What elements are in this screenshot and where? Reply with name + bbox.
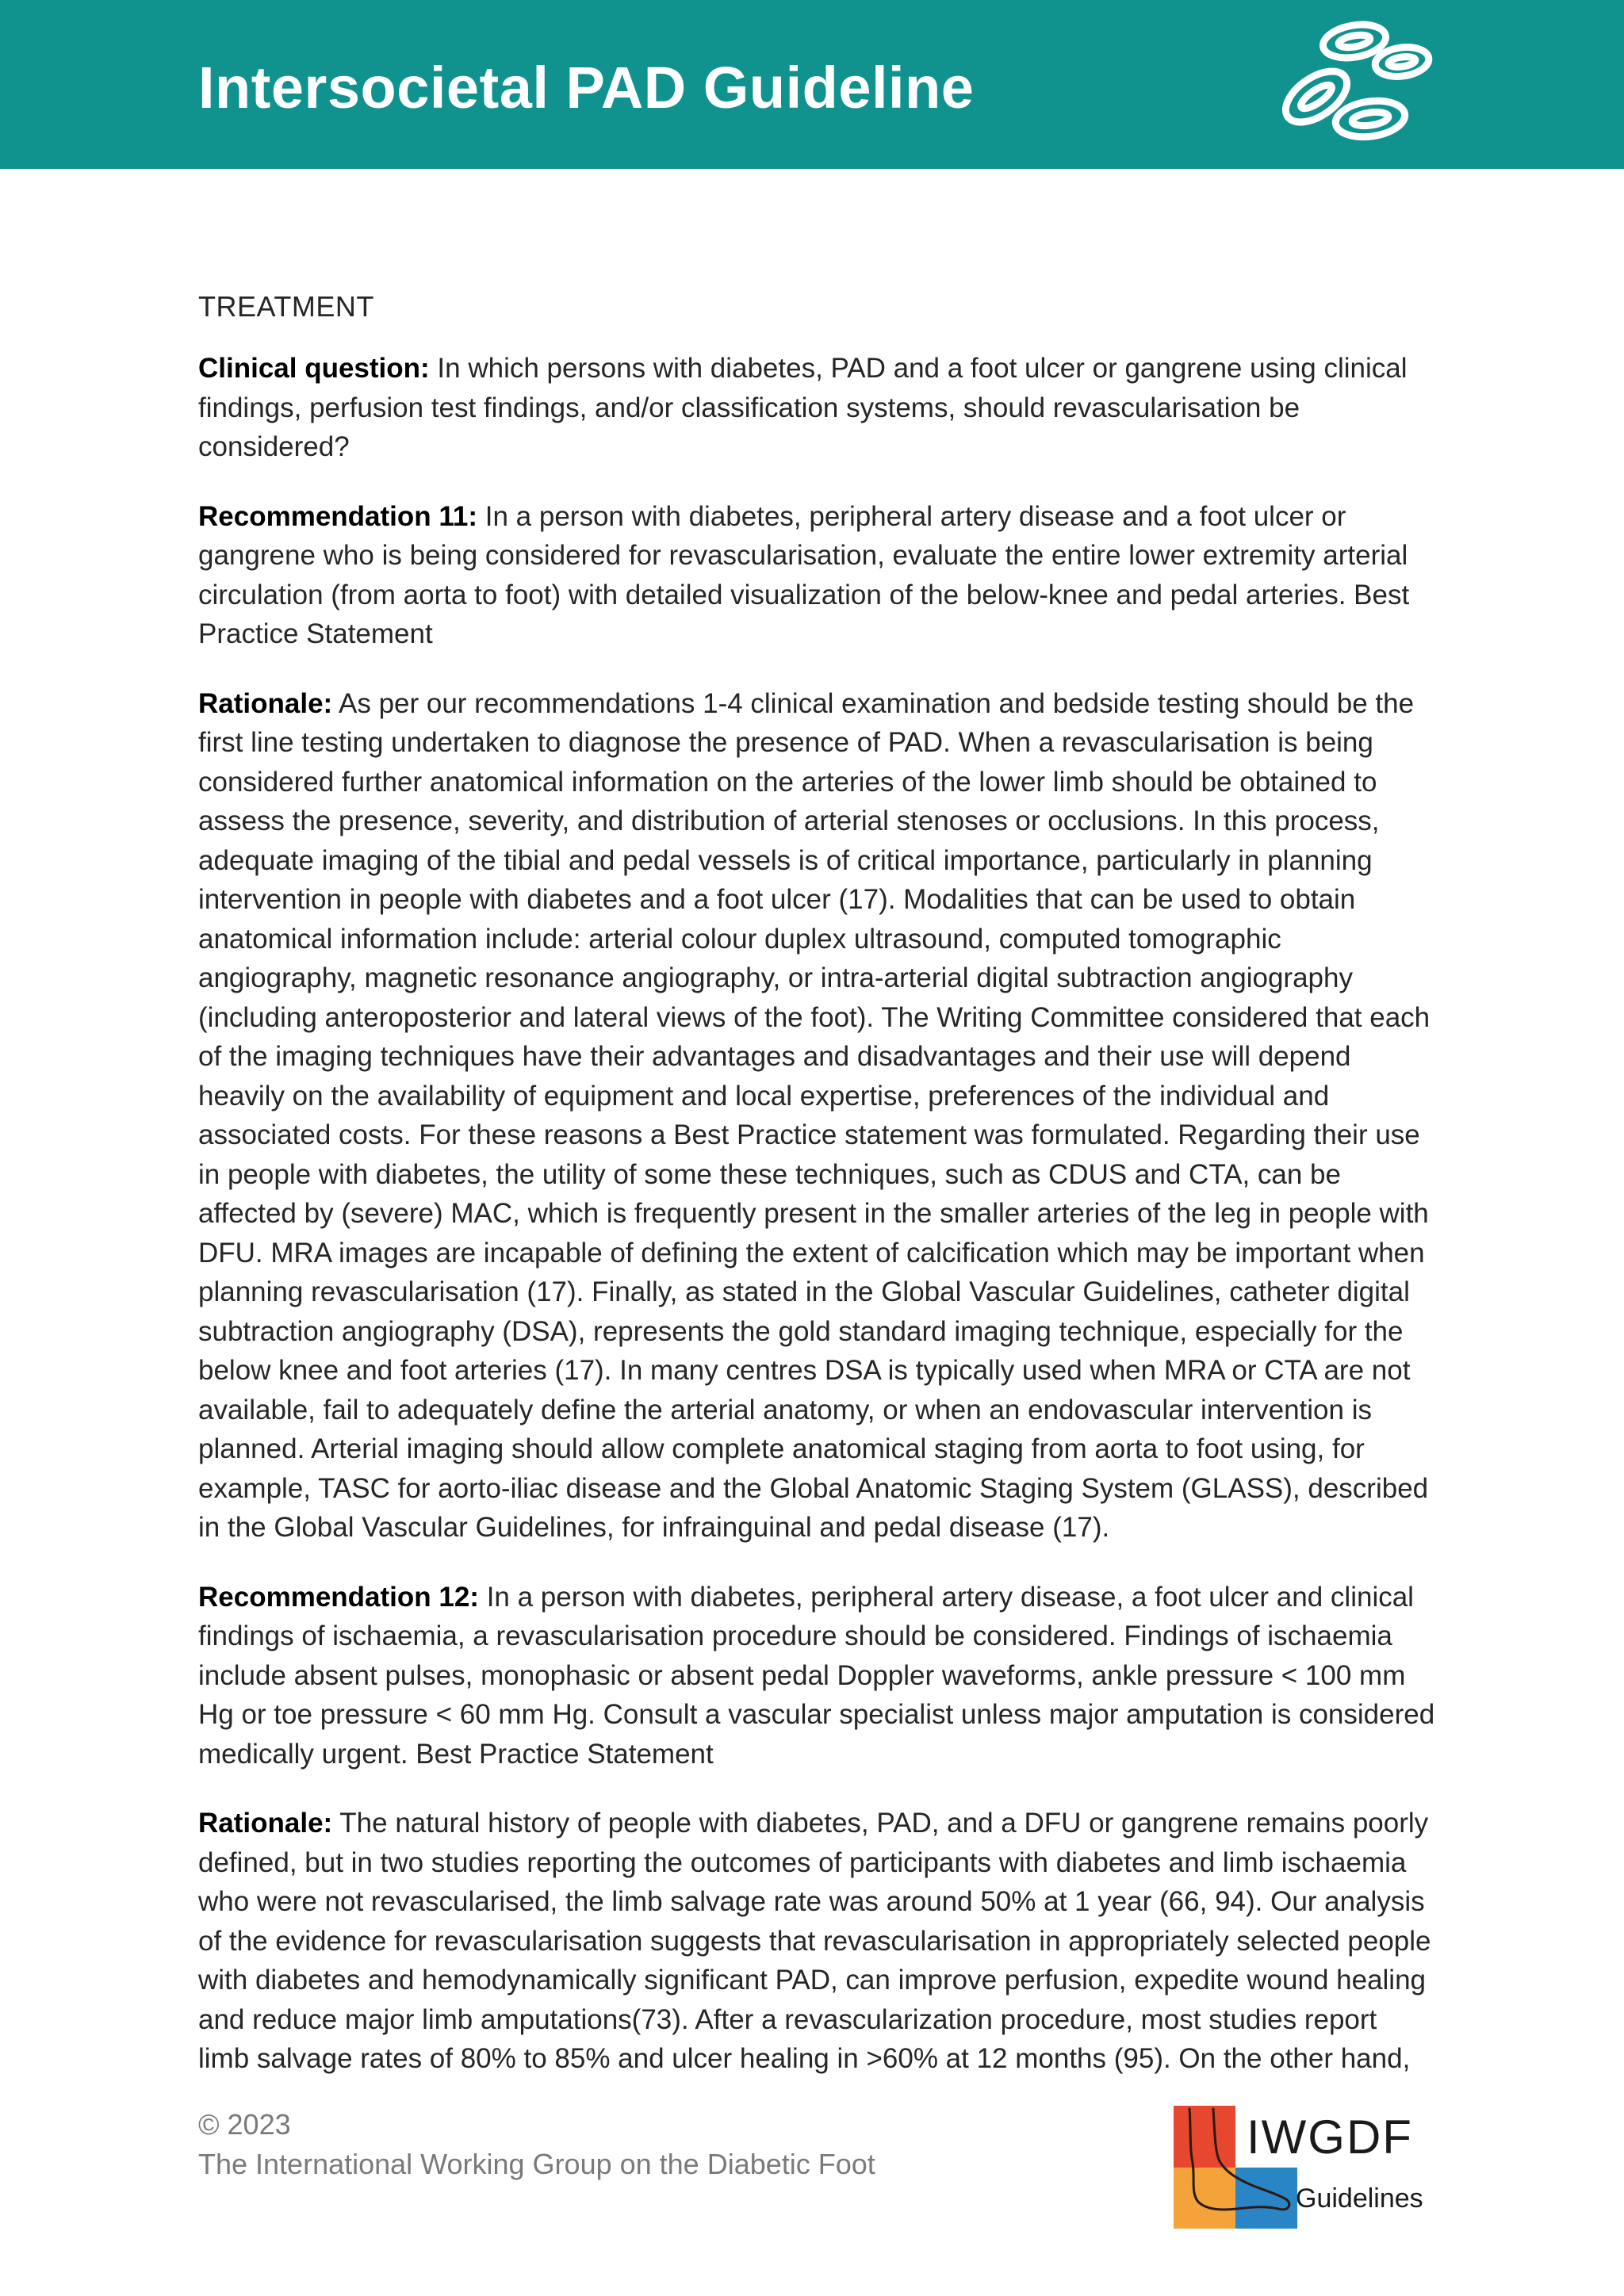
document-body — [198, 287, 1435, 2109]
paragraph-lead: Clinical question: — [198, 353, 430, 384]
paragraph-text: In a person with diabetes, peripheral artery disease and a foot ulcer or gangrene who is being considered for revascularisation, evaluate the entire lower extremity arterial circulation (from aorta to foot) with detailed visualization of the below-knee and pedal arteries. Best Practice Statement — [198, 500, 1410, 649]
clinical-question-paragraph — [198, 349, 1435, 467]
recommendation-11-paragraph — [198, 497, 1435, 654]
rationale-11-paragraph — [198, 684, 1435, 1548]
iwgdf-logo-subtitle: Guidelines — [1296, 2183, 1423, 2214]
recommendation-12-paragraph — [198, 1578, 1435, 1774]
paragraph-lead: Recommendation 11: — [198, 500, 478, 532]
paragraph-text: The natural history of people with diabetes, PAD, and a DFU or gangrene remains poorly defined, but in two studies reporting the outcomes of participants with diabetes and limb ischaemia who were not revascularised, the limb salvage rate was around 50% at 1 year (66, 94). Our analysis of the evidence for revascularisation suggests that revascularisation in appropriately selected people with diabetes and hemodynamically significant PAD, can improve perfusion, expedite wound healing and reduce major limb amputations(73). After a revascularization procedure, most studies report limb salvage rates of 80% to 85% and ulcer healing in >60% at 12 months (95). On the other hand, — [198, 1808, 1431, 2074]
paragraph-text: As per our recommendations 1-4 clinical examination and bedside testing should be the first line testing undertaken to diagnose the presence of PAD. When a revascularisation is being considered further anatomical information on the arteries of the lower limb should be obtained to assess the presence, severity, and distribution of arterial stenoses or occlusions. In this process, adequate imaging of the tibial and pedal vessels is of critical importance, particularly in planning intervention in people with diabetes and a foot ulcer (17). Modalities that can be used to obtain anatomical information include: arterial colour duplex ultrasound, computed tomographic angiography, magnetic resonance angiography, or intra-arterial digital subtraction angiography (including anteroposterior and lateral views of the foot). The Writing Committee considered that each of the imaging techniques have their advantages and disadvantages and their use will depend heavily on the availability of equipment and local expertise, preferences of the individual and associated costs. For these reasons a Best Practice statement was formulated. Regarding their use in people with diabetes, the utility of some these techniques, such as CDUS and CTA, can be affected by (severe) MAC, which is frequently present in the smaller arteries of the leg in people with DFU. MRA images are incapable of defining the extent of calcification which may be important when planning revascularisation (17). Finally, as stated in the Global Vascular Guidelines, catheter digital subtraction angiography (DSA), represents the gold standard imaging technique, especially for the below knee and foot arteries (17). In many centres DSA is typically used when MRA or CTA are not available, fail to adequately define the arterial anatomy, or when an endovascular intervention is planned. Arterial imaging should allow complete anatomical staging from aorta to foot using, for example, TASC for aorto-iliac disease and the Global Anatomic Staging System (GLASS), described in the Global Vascular Guidelines, for infrainguinal and pedal disease (17). — [198, 687, 1431, 1543]
paragraph-lead: Rationale: — [198, 687, 333, 719]
paragraph-text: In a person with diabetes, peripheral artery disease, a foot ulcer and clinical findings of ischaemia, a revascularisation procedure should be considered. Findings of ischaemia include absent pulses, monophasic or absent pedal Doppler waveforms, ankle pressure < 100 mm Hg or toe pressure < 60 mm Hg. Consult a vascular specialist unless major amputation is considered medically urgent. Best Practice Statement — [198, 1581, 1435, 1770]
header-title: Intersocietal PAD Guideline — [198, 55, 975, 121]
page-footer — [198, 2105, 875, 2184]
footer-copyright: © 2023 — [198, 2108, 291, 2141]
paragraph-text: In which persons with diabetes, PAD and a foot ulcer or gangrene using clinical findings, perfusion test findings, and/or classification systems, should revascularisation be considered? — [198, 353, 1408, 462]
section-title: TREATMENT — [198, 290, 374, 323]
rationale-12-paragraph — [198, 1804, 1435, 2079]
iwgdf-logo-text: IWGDF — [1247, 2110, 1413, 2164]
paragraph-lead: Rationale: — [198, 1808, 333, 1839]
red-blood-cells-icon — [1269, 16, 1435, 155]
footer-organization: The International Working Group on the Diabetic Foot — [198, 2148, 875, 2180]
paragraph-lead: Recommendation 12: — [198, 1581, 479, 1613]
page-header — [0, 0, 1624, 169]
